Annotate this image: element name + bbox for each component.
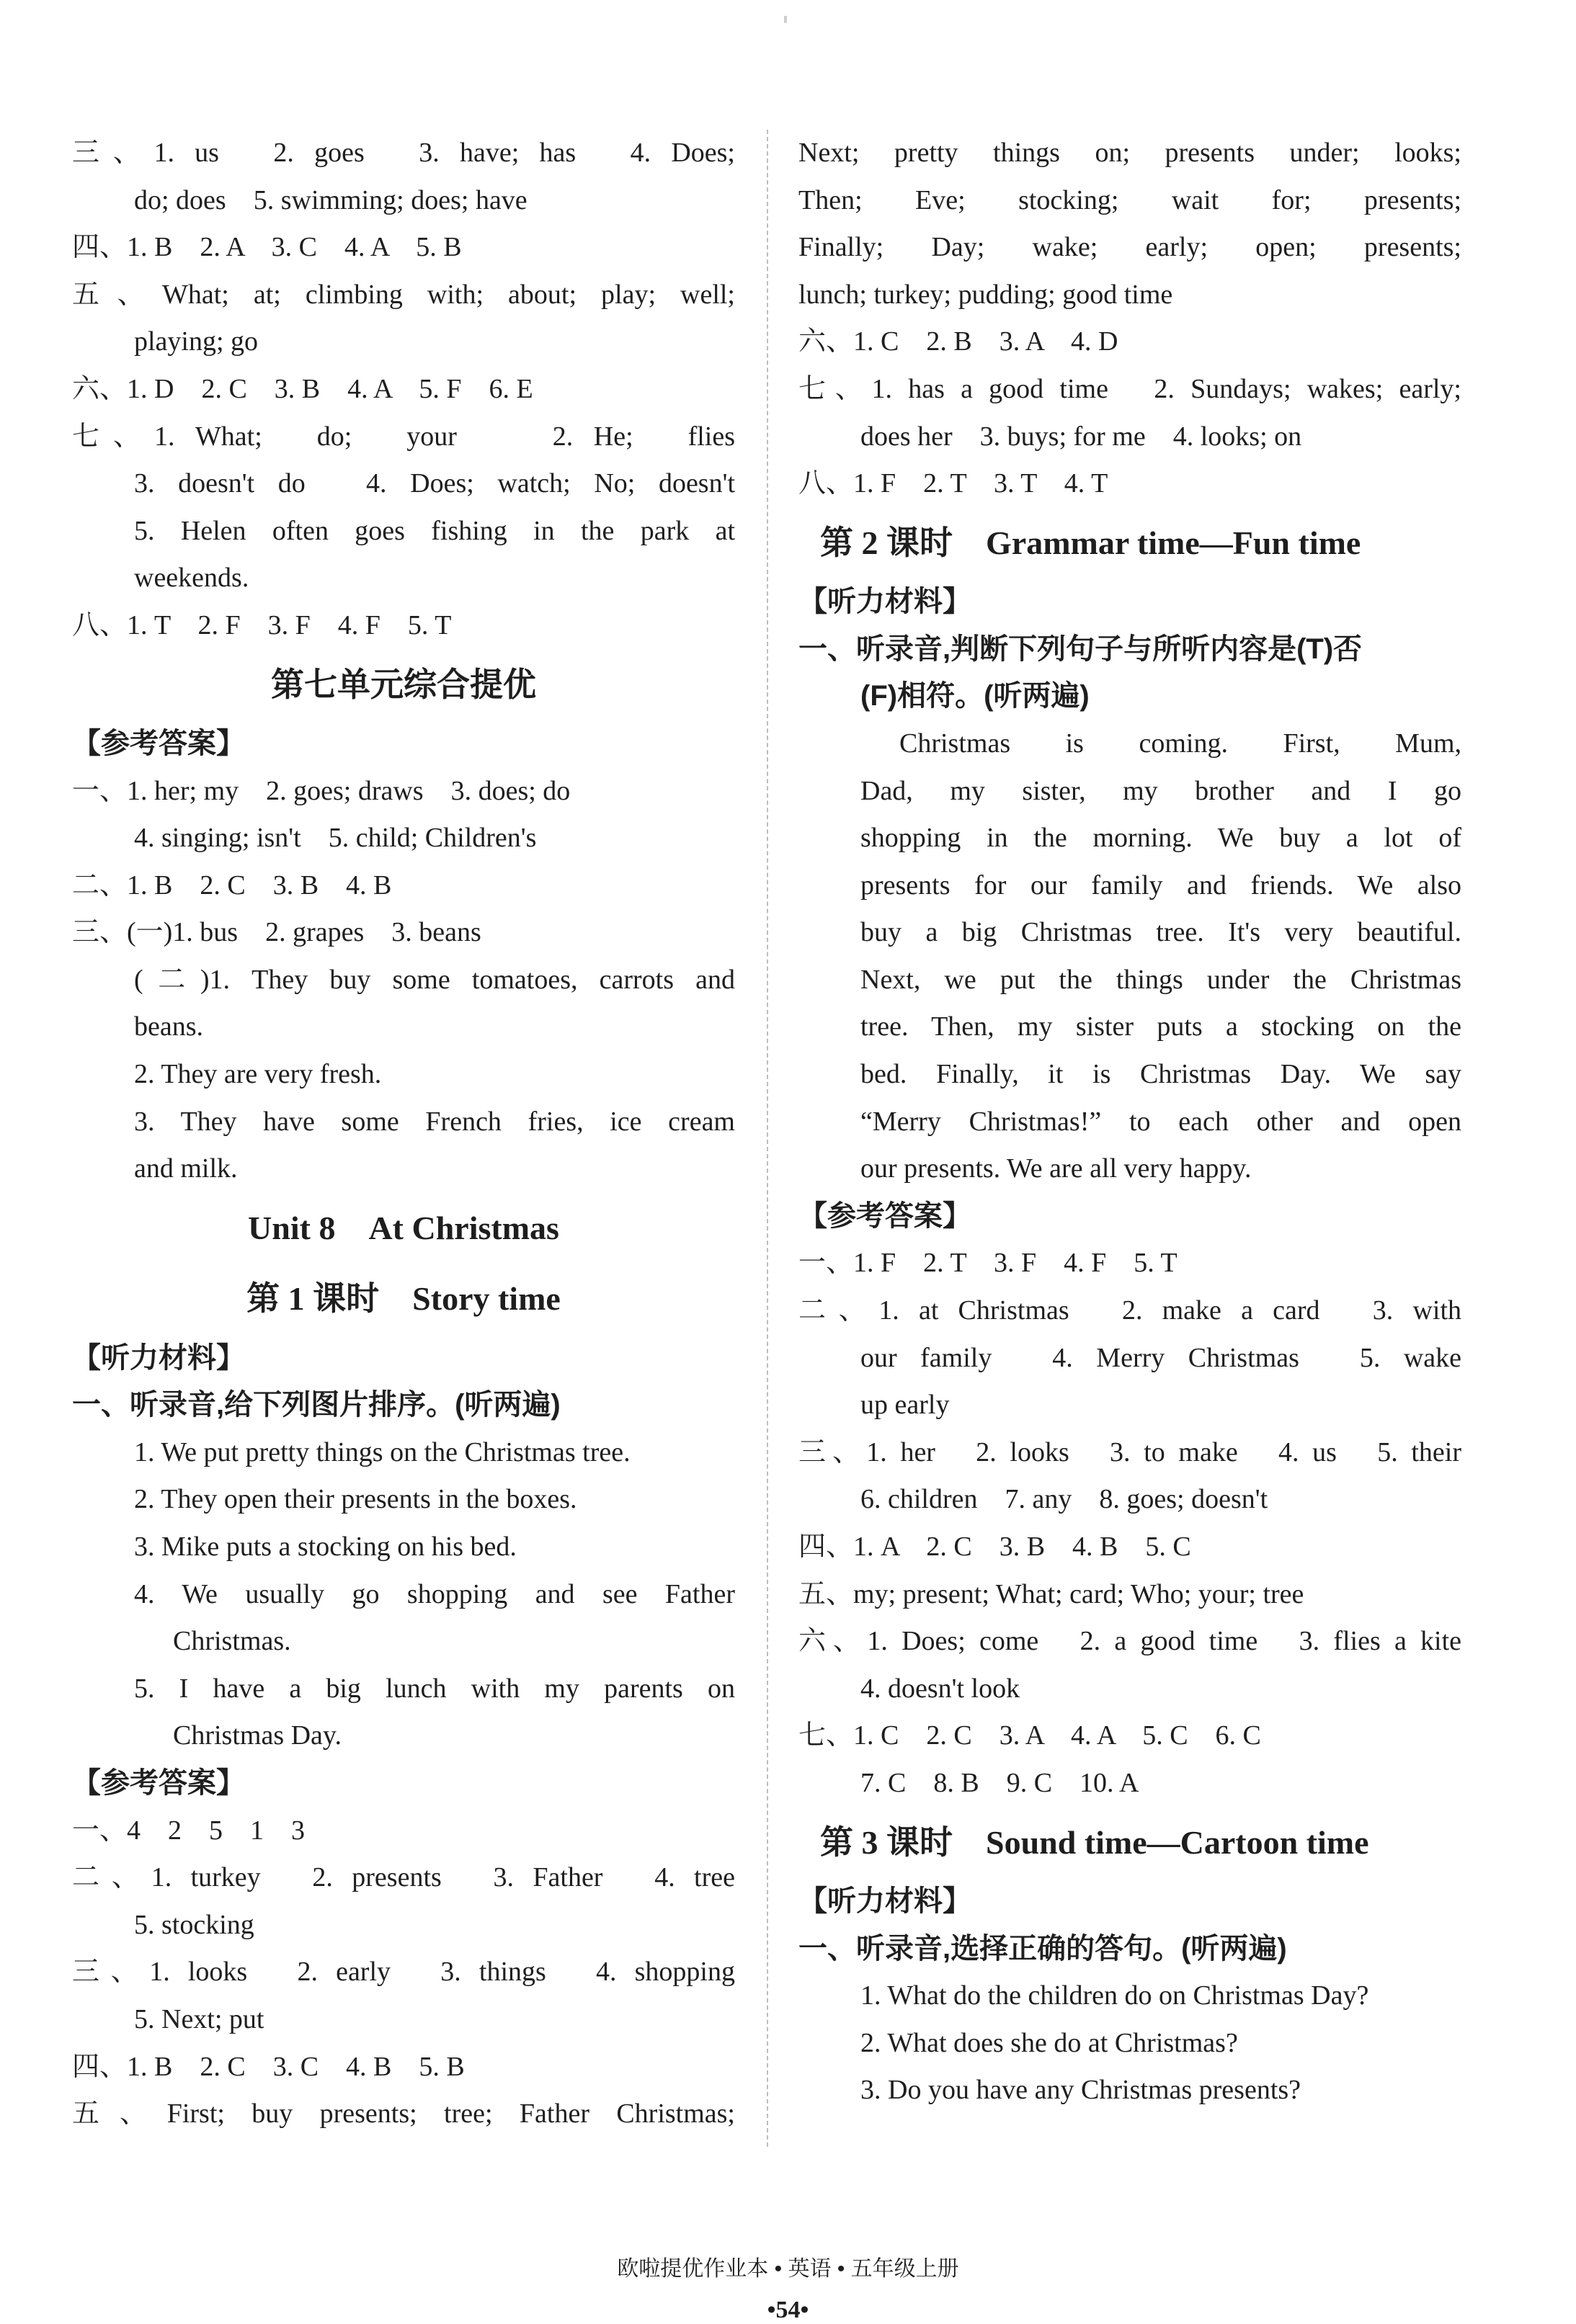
answer-line: Dad, my sister, my brother and I go xyxy=(860,775,1461,806)
answer-line: 5. Helen often goes fishing in the park at xyxy=(134,515,735,546)
answer-line: 二、1. at Christmas 2. make a card 3. with xyxy=(798,1295,1461,1326)
section-title: Unit 8 At Christmas xyxy=(248,1209,559,1246)
answer-line: 三、(一)1. bus 2. grapes 3. beans xyxy=(72,917,481,948)
answer-line: 5. Next; put xyxy=(134,2003,264,2034)
answer-line: 五、my; present; What; card; Who; your; tree xyxy=(798,1578,1304,1609)
answer-line: 2. What does she do at Christmas? xyxy=(860,2027,1238,2058)
answer-line: Next, we put the things under the Christmas xyxy=(860,964,1461,995)
footer-book-title: 欧啦提优作业本 • 英语 • 五年级上册 xyxy=(617,2257,959,2281)
section-heading: 【听力材料】 xyxy=(798,586,971,618)
answer-line: 7. C 8. B 9. C 10. A xyxy=(860,1767,1139,1798)
answer-line: Christmas. xyxy=(173,1626,291,1657)
answer-line: 4. singing; isn't 5. child; Children's xyxy=(134,823,537,854)
answer-line: 一、4 2 5 1 3 xyxy=(72,1815,306,1846)
answer-line: 六、1. D 2. C 3. B 4. A 5. F 6. E xyxy=(72,373,533,404)
answer-line: presents for our family and friends. We also xyxy=(860,870,1461,900)
answer-line: 2. They are very fresh. xyxy=(134,1059,382,1090)
answer-line: 三、1. her 2. looks 3. to make 4. us 5. their xyxy=(798,1436,1461,1467)
answer-line: and milk. xyxy=(134,1153,238,1184)
section-title: 第 2 课时 Grammar time—Fun time xyxy=(820,524,1361,561)
answer-line: 一、1. her; my 2. goes; draws 3. does; do xyxy=(72,775,571,806)
section-title: 第 1 课时 Story time xyxy=(246,1280,561,1318)
answer-line: lunch; turkey; pudding; good time xyxy=(798,279,1173,310)
answer-line: bed. Finally, it is Christmas Day. We say xyxy=(860,1059,1461,1090)
answer-line: “Merry Christmas!” to each other and open xyxy=(860,1106,1461,1137)
answer-line: 三、1. us 2. goes 3. have; has 4. Does; xyxy=(72,138,735,168)
section-heading: 【参考答案】 xyxy=(72,727,245,759)
answer-line: Then; Eve; stocking; wait for; presents; xyxy=(798,184,1461,215)
answer-line: buy a big Christmas tree. It's very beautiful. xyxy=(860,917,1461,948)
answer-line: 三、1. looks 2. early 3. things 4. shopping xyxy=(72,1957,735,1988)
left-column xyxy=(72,130,735,2138)
answer-line: beans. xyxy=(134,1011,204,1042)
section-heading: 一、听录音,给下列图片排序。(听两遍) xyxy=(72,1389,561,1421)
answer-line: 四、1. B 2. C 3. C 4. B 5. B xyxy=(72,2051,465,2082)
right-column xyxy=(798,130,1461,2114)
section-heading: (F)相符。(听两遍) xyxy=(860,680,1090,712)
answer-line: 3. Mike puts a stocking on his bed. xyxy=(134,1532,517,1563)
answer-line: 六、1. C 2. B 3. A 4. D xyxy=(798,326,1118,357)
answer-line: playing; go xyxy=(134,326,259,357)
answer-line: 五、First; buy presents; tree; Father Christmas; xyxy=(72,2099,735,2129)
answer-line: 二、1. B 2. C 3. B 4. B xyxy=(72,870,392,900)
answer-line: shopping in the morning. We buy a lot of xyxy=(860,823,1461,854)
answer-line: 四、1. A 2. C 3. B 4. B 5. C xyxy=(798,1532,1191,1563)
answer-line: 八、1. F 2. T 3. T 4. T xyxy=(798,468,1108,499)
answer-line: our presents. We are all very happy. xyxy=(860,1153,1252,1184)
answer-line: 5. I have a big lunch with my parents on xyxy=(134,1673,735,1704)
answer-line: 6. children 7. any 8. goes; doesn't xyxy=(860,1484,1268,1515)
answer-line: do; does 5. swimming; does; have xyxy=(134,184,527,215)
page-number: •54• xyxy=(767,2297,809,2323)
answer-line: 3. Do you have any Christmas presents? xyxy=(860,2075,1301,2106)
answer-line: 七、1. What; do; your 2. He; flies xyxy=(72,421,735,452)
scan-mark xyxy=(784,16,787,23)
answer-line: 1. We put pretty things on the Christmas tree. xyxy=(134,1436,631,1467)
answer-line: Christmas Day. xyxy=(173,1720,342,1751)
answer-line: 二、1. turkey 2. presents 3. Father 4. tree xyxy=(72,1862,735,1893)
section-heading: 【听力材料】 xyxy=(798,1885,971,1917)
answer-line: weekends. xyxy=(134,563,249,594)
column-divider xyxy=(767,130,768,2147)
answer-line: 1. What do the children do on Christmas Day? xyxy=(860,1980,1369,2011)
answer-line: tree. Then, my sister puts a stocking on the xyxy=(860,1011,1461,1042)
answer-line: 七、1. has a good time 2. Sundays; wakes; early; xyxy=(798,373,1461,404)
answer-line: 3. They have some French fries, ice cream xyxy=(134,1106,735,1137)
answer-line: up early xyxy=(860,1390,950,1421)
answer-line: 六、1. Does; come 2. a good time 3. flies a kite xyxy=(798,1626,1461,1657)
answer-line: 4. We usually go shopping and see Father xyxy=(134,1578,735,1609)
answer-line: 4. doesn't look xyxy=(860,1673,1020,1704)
section-heading: 【参考答案】 xyxy=(72,1766,245,1799)
answer-line: Christmas is coming. First, Mum, xyxy=(899,728,1461,759)
answer-line: 四、1. B 2. A 3. C 4. A 5. B xyxy=(72,232,462,263)
answer-line: 5. stocking xyxy=(134,1909,254,1940)
section-heading: 一、听录音,选择正确的答句。(听两遍) xyxy=(798,1932,1287,1965)
answer-line: 八、1. T 2. F 3. F 4. F 5. T xyxy=(72,609,452,640)
answer-line: Next; pretty things on; presents under; looks; xyxy=(798,138,1461,168)
section-title: 第 3 课时 Sound time—Cartoon time xyxy=(820,1823,1369,1861)
answer-line: does her 3. buys; for me 4. looks; on xyxy=(860,421,1302,452)
section-heading: 【参考答案】 xyxy=(798,1199,971,1232)
answer-line: (二)1. They buy some tomatoes, carrots and xyxy=(134,964,735,995)
answer-line: Finally; Day; wake; early; open; presents; xyxy=(798,232,1461,263)
answer-line: 一、1. F 2. T 3. F 4. F 5. T xyxy=(798,1248,1177,1279)
section-title: 第七单元综合提优 xyxy=(271,666,536,703)
section-heading: 一、听录音,判断下列句子与所听内容是(T)否 xyxy=(798,633,1363,665)
answer-line: our family 4. Merry Christmas 5. wake xyxy=(860,1342,1461,1373)
answer-line: 五、What; at; climbing with; about; play; well; xyxy=(72,279,735,310)
answer-line: 七、1. C 2. C 3. A 4. A 5. C 6. C xyxy=(798,1720,1261,1751)
section-heading: 【听力材料】 xyxy=(72,1341,245,1374)
answer-line: 3. doesn't do 4. Does; watch; No; doesn't xyxy=(134,468,735,499)
answer-line: 2. They open their presents in the boxes. xyxy=(134,1484,577,1515)
